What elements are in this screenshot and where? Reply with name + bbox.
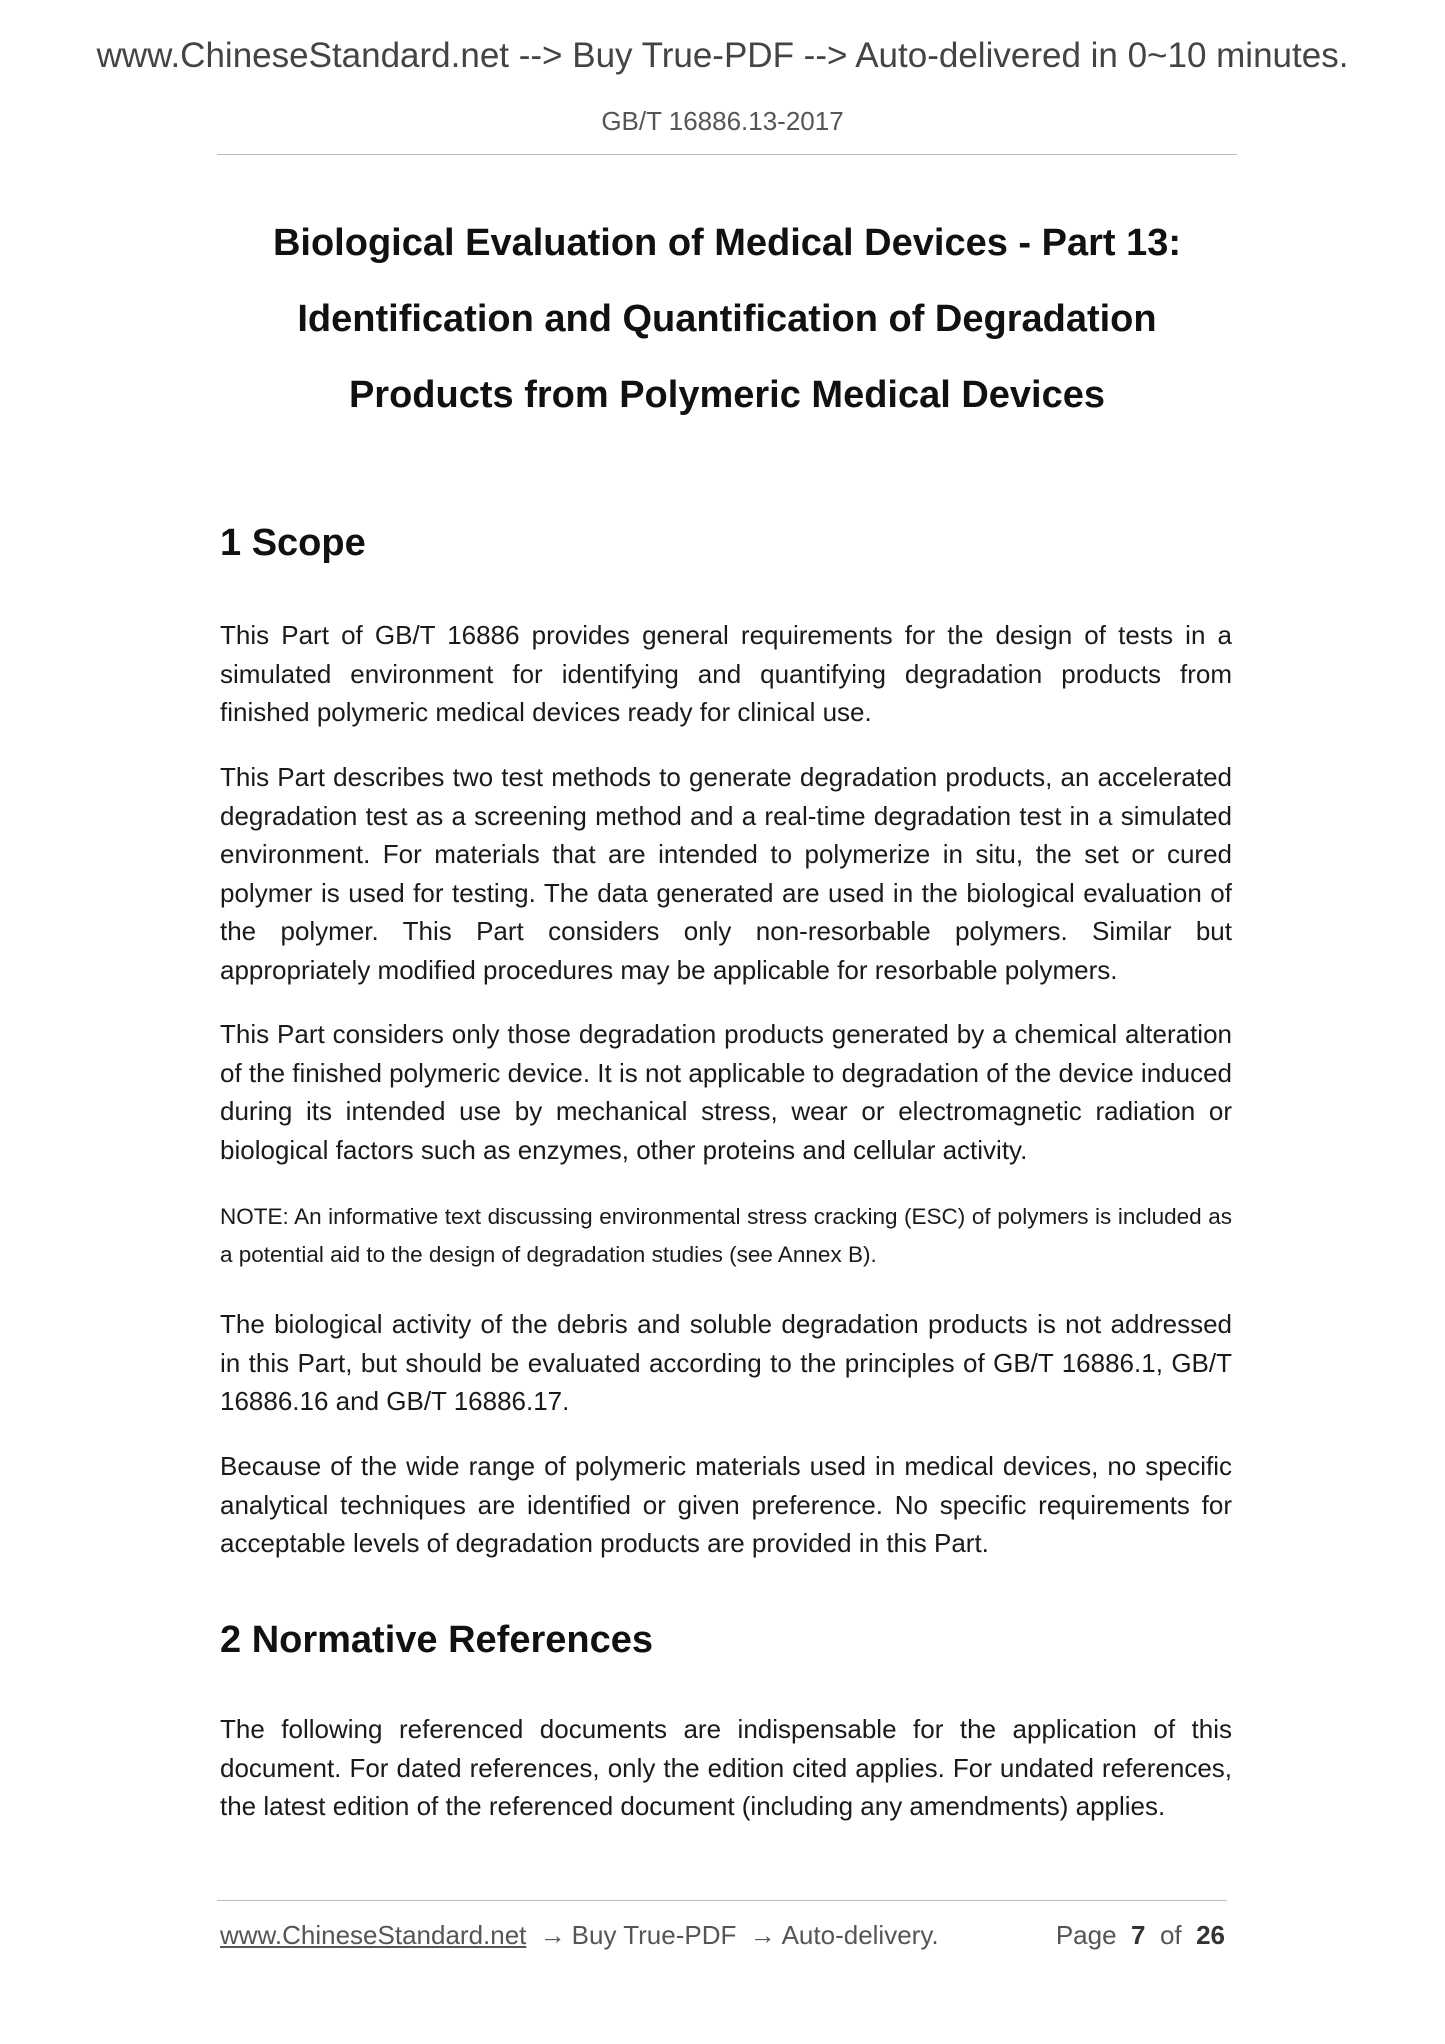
- arrow-right-icon: →: [749, 1920, 776, 1950]
- document-title: [217, 205, 1237, 433]
- section-heading-scope: 1 Scope: [220, 522, 366, 564]
- scope-paragraph-1: This Part of GB/T 16886 provides general requirements for the design of tests in a simulated environment for identifying and quantifying degradation products from finished polymeric medical devices ready for clinical use.: [220, 620, 1232, 727]
- title-line-2: Identification and Quantification of Degradation: [297, 298, 1157, 340]
- scope-paragraph-5: Because of the wide range of polymeric materials used in medical devices, no specific analytical techniques are identified or given preference. No specific requirements for acceptable levels of degradation products are provided in this Part.: [220, 1451, 1232, 1558]
- scope-paragraph-2: This Part describes two test methods to generate degradation products, an accelerated degradation test as a screening method and a real-time degradation test in a simulated environment. For materials that are intended to polymerize in situ, the set or cured polymer is used for testing. The data generated are used in the biological evaluation of the polymer. This Part considers only non-resorbable polymers. Similar but appropriately modified procedures may be applicable for resorbable polymers.: [220, 762, 1232, 985]
- page-label: Page: [1055, 1920, 1117, 1950]
- page-of-label: of: [1159, 1920, 1182, 1950]
- title-line-3: Products from Polymeric Medical Devices: [348, 374, 1106, 416]
- scope-paragraph-4: The biological activity of the debris and soluble degradation products is not addressed in this Part, but should be evaluated according to the principles of GB/T 16886.1, GB/T 16886.16 and GB/T 16886.17.: [220, 1309, 1232, 1416]
- arrow-right-icon: →: [539, 1920, 566, 1950]
- footer-site-link[interactable]: www.ChineseStandard.net: [220, 1920, 527, 1950]
- footer-divider: [217, 1900, 1227, 1901]
- footer-delivery-text: Auto-delivery.: [781, 1920, 939, 1950]
- page-current: 7: [1131, 1920, 1146, 1950]
- section-heading-normative-references: 2 Normative References: [220, 1619, 653, 1661]
- scope-note: NOTE: An informative text discussing environmental stress cracking (ESC) of polymers is included as a potential aid to the design of degradation studies (see Annex B).: [220, 1204, 1232, 1267]
- standard-number: GB/T 16886.13-2017: [601, 106, 844, 136]
- footer-promo: [220, 1920, 939, 1951]
- page-footer: [220, 1920, 1225, 1960]
- footer-buy-text: Buy True-PDF: [571, 1920, 737, 1950]
- top-banner: www.ChineseStandard.net --> Buy True-PDF --> Auto-delivered in 0~10 minutes.: [96, 36, 1349, 75]
- header-divider: [217, 154, 1237, 155]
- normative-references-paragraph-1: The following referenced documents are indispensable for the application of this document. For dated references, only the edition cited applies. For undated references, the latest edition of the referenced document (including any amendments) applies.: [220, 1714, 1232, 1821]
- page-total: 26: [1196, 1920, 1225, 1950]
- page-indicator: [1056, 1920, 1225, 1951]
- scope-paragraph-3: This Part considers only those degradation products generated by a chemical alteration of the finished polymeric device. It is not applicable to degradation of the device induced during its intended use by mechanical stress, wear or electromagnetic radiation or biological factors such as enzymes, other proteins and cellular activity.: [220, 1019, 1232, 1165]
- title-line-1: Biological Evaluation of Medical Devices - Part 13:: [272, 222, 1182, 264]
